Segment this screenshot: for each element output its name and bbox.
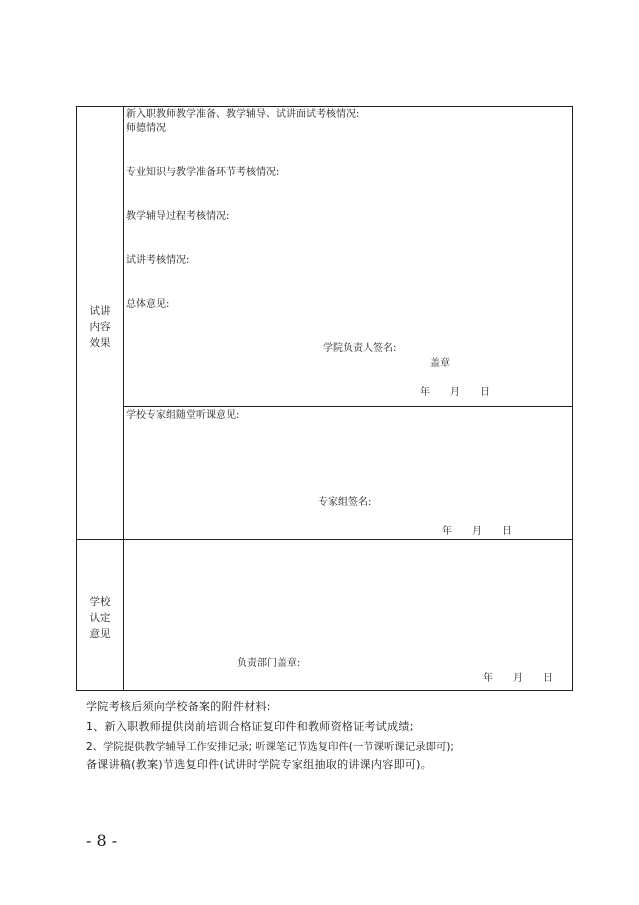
row-label-school-approval [80,594,120,642]
college-head-signature-label: 学院负责人签名: [323,343,397,354]
seal-label: 盖章 [430,358,450,369]
section-a-heading: 新入职教师教学准备、教学辅导、试讲面试考核情况: [126,109,360,120]
section-a-date: 年 月 日 [420,387,490,398]
teaching-guidance-label: 教学辅导过程考核情况: [126,211,230,222]
professional-knowledge-label: 专业知识与教学准备环节考核情况: [126,167,280,178]
department-seal-label: 负责部门盖章: [237,658,301,669]
row-divider [77,539,572,540]
assessment-table [76,106,573,691]
section-c-date: 年 月 日 [483,673,553,684]
row-label-line: 学校 [89,596,111,608]
row-label-line: 认定 [89,612,111,624]
column-divider [123,107,124,690]
notes-item-2: 2、学院提供教学辅导工作安排记录; 听课笔记节选复印件(一节课听课记录即可); [86,741,454,753]
page-number: - 8 - [86,831,118,850]
row-label-line: 意见 [89,628,111,640]
section-divider-a-b [123,406,572,407]
expert-group-opinion-label: 学校专家组随堂听课意见: [126,410,240,421]
notes-item-1: 1、新入职教师提供岗前培训合格证复印件和教师资格证考试成绩; [86,720,414,733]
notes-title: 学院考核后须向学校备案的附件材料: [86,700,271,713]
notes-item-3: 备课讲稿(教案)节选复印件(试讲时学院专家组抽取的讲课内容即可)。 [86,758,433,771]
row-label-trial-lecture [80,303,120,351]
section-b-date: 年 月 日 [442,526,512,537]
row-label-line: 试讲 [89,305,111,317]
expert-group-signature-label: 专家组签名: [318,497,372,508]
row-label-line: 内容 [89,321,111,333]
ethics-label: 师德情况 [126,123,166,134]
trial-lecture-label: 试讲考核情况: [126,255,190,266]
row-label-line: 效果 [89,337,111,349]
overall-opinion-label: 总体意见: [126,299,170,310]
